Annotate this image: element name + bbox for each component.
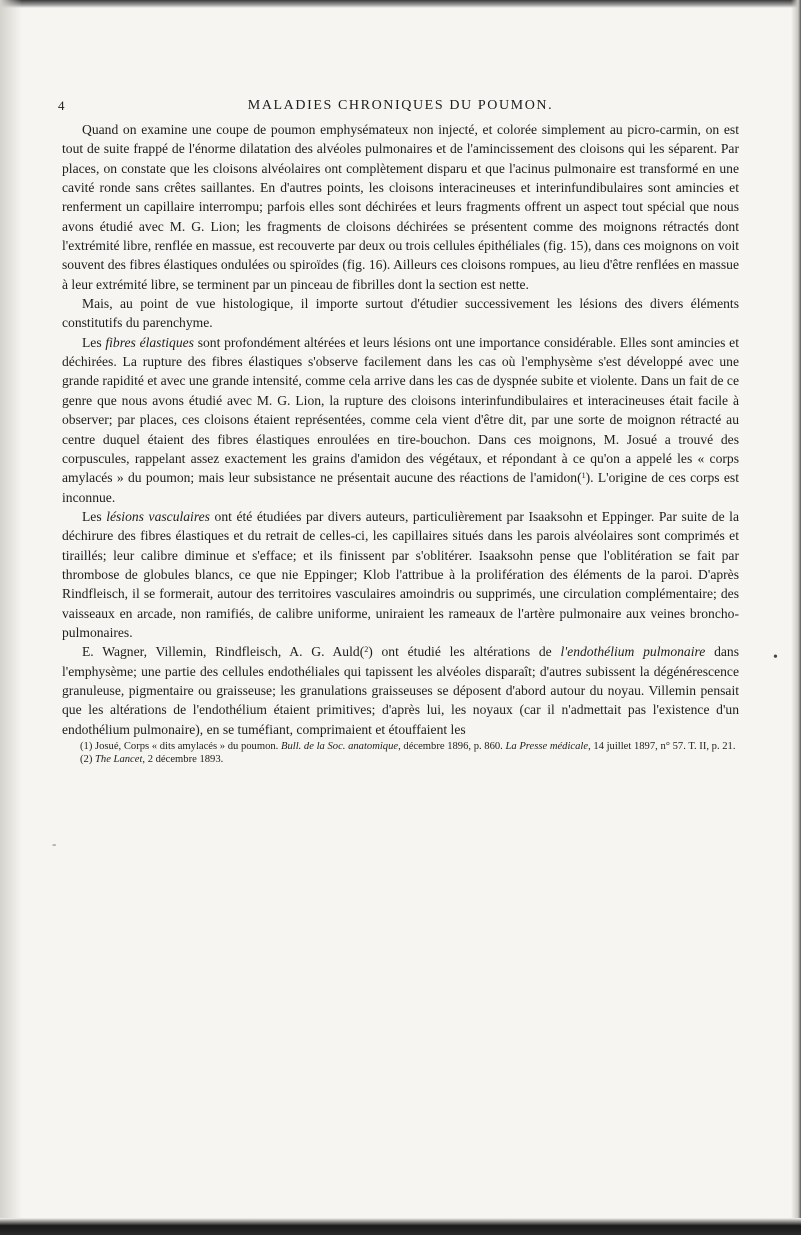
italic-term: lésions vasculaires [106,508,210,524]
italic-term: l'endothélium pulmonaire [560,644,706,660]
page-number: 4 [58,98,65,113]
paragraph-tail: . L'origine de ces corps est inconnue. [62,470,739,505]
paragraph-text: ont étudié les altérations de [372,644,561,660]
footnote-title: Bull. de la Soc. anatomique [280,741,399,752]
margin-mark: - [52,836,57,851]
footnote-title: La Presse médicale [505,741,589,752]
paragraph-text: dans l'emphysème; une partie des cellules endothéliales qui tapissent les alvéoles disparaît; d'autres subissent la dégénérescence granuleuse, pigmentaire ou graisseuse; les granulations graisseuses se déposent d'abord autour du noyau. Villemin pensait que les altérations de l'endothélium étaient primitives; d'après lui, les noyaux (car il n'admettait pas l'existence d'un endothélium pulmonaire), en se tuméfiant, comprimaient et étouffaient les [62,644,739,737]
bottom-page-edge [0,1218,801,1235]
paragraph [62,642,739,739]
paragraph-text: ont été étudiées par divers auteurs, particulièrement par Isaaksohn et Eppinger. Par suite de la déchirure des fibres élastiques et du retrait de celles-ci, les capillaires situés dans les parois alvéolaires sont comprimés et tiraillés; leur calibre diminue et s'efface; et ils finissent par s'oblitérer. Isaaksohn pense que l'oblitération se fait par thrombose de globules blancs, ce que nie Eppinger; Klob l'attribue à la prolifération des éléments de la paroi. D'après Rindfleisch, il se formerait, autour des territoires vasculaires amoindris ou supprimés, une circulation complémentaire; des vaisseaux en arcade, non ramifiés, de calibre uniforme, uniraient les rameaux de l'artère pulmonaire aux veines broncho-pulmonaires. [62,508,739,640]
footnote-title: The Lancet [95,754,143,766]
top-page-edge [0,0,801,8]
running-title: MALADIES CHRONIQUES DU POUMON. [247,98,554,113]
book-page [58,98,740,766]
footnote-mark: (1) [80,741,93,752]
paragraph-lead: Les [82,508,107,524]
paragraph [62,294,739,333]
footnote-ref[interactable]: ($^2$) [359,644,373,660]
margin-dot: • [773,650,778,665]
paragraph [62,507,739,642]
paragraph-lead: E. Wagner, Villemin, Rindfleisch, A. G. Auld [82,644,360,660]
paragraph [62,333,739,507]
footnote-text: , décembre 1896, p. 860. [398,741,506,752]
footnote-text: , 2 décembre 1893. [142,754,224,766]
running-head [58,98,739,120]
paragraph-lead: Les [82,334,106,350]
footnotes [62,740,739,766]
italic-term: fibres élastiques [105,334,194,350]
binding-shadow [0,0,22,1235]
paragraph-text: Mais, au point de vue histologique, il importe surtout d'étudier successivement les lésions des divers éléments constitutifs du parenchyme. [62,296,739,331]
paragraph [62,120,739,294]
footnote-text: Josué, Corps « dits amylacés » du poumon. [95,741,281,752]
footnote-number: 1 [581,471,586,481]
footnote-ref[interactable]: ($^1$) [577,470,591,486]
paragraph-text: Quand on examine une coupe de poumon emphysémateux non injecté, et colorée simplement au picro-carmin, on est tout de suite frappé de l'énorme dilatation des alvéoles pulmonaires et de l'amincissement des cloisons qui les séparent. Par places, on constate que les cloisons alvéolaires ont complètement disparu et que l'acinus pulmonaire est transformé en une cavité ronde sans crêtes saillantes. En d'autres points, les cloisons interacineuses et interinfundibulaires sont amincies et renferment un capillaire interrompu; parfois elles sont déchirées et leurs fragments offrent un aspect tout spécial que nous avons étudié avec M. G. Lion; les fragments de cloisons déchirées se présentent comme des moignons rétractés dont l'extrémité libre, renflée en massue, est recouverte par deux ou trois cellules épithéliales (fig. 15), dans ces moignons on voit souvent des fibres élastiques ondulées ou spiroïdes (fig. 16). Ailleurs ces cloisons rompues, au lieu d'être renflées en massue à leur extrémité libre, se terminent par un pinceau de fibrilles dont la section est nette. [62,122,740,292]
footnote [62,740,739,753]
footnote-mark: (2) [80,754,93,766]
paragraph-text: sont profondément altérées et leurs lésions ont une importance considérable. Elles sont amincies et déchirées. La rupture des fibres élastiques s'observe facilement dans les cas où l'emphysème s'est développé avec une grande rapidité et avec une grande intensité, comme cela arrive dans les cas de dyspnée subite et violente. Dans un fait de ce genre que nous avons étudié avec M. G. Lion, la rupture des cloisons interinfundibulaires et interacineuses était facile à observer; par places, ces cloisons étaient représentées, comme cela vient d'être dit, par une sorte de moignon rétracté au centre duquel étaient des fibres élastiques enroulées en tire-bouchon. Dans ces moignons, M. Josué a trouvé des corpuscules, rappelant assez exactement les grains d'amidon des végétaux, et répondant à ce qu'on a appelé les « corps amylacés » du poumon; mais leur subsistance ne présentait aucune des réactions de l'amidon [62,334,739,486]
footnote-number: 2 [364,645,369,655]
body-text [62,120,739,739]
footnote-text: , 14 juillet 1897, n° 57. T. II, p. 21. [588,741,736,752]
right-page-edge [791,0,801,1235]
footnote [62,753,739,766]
